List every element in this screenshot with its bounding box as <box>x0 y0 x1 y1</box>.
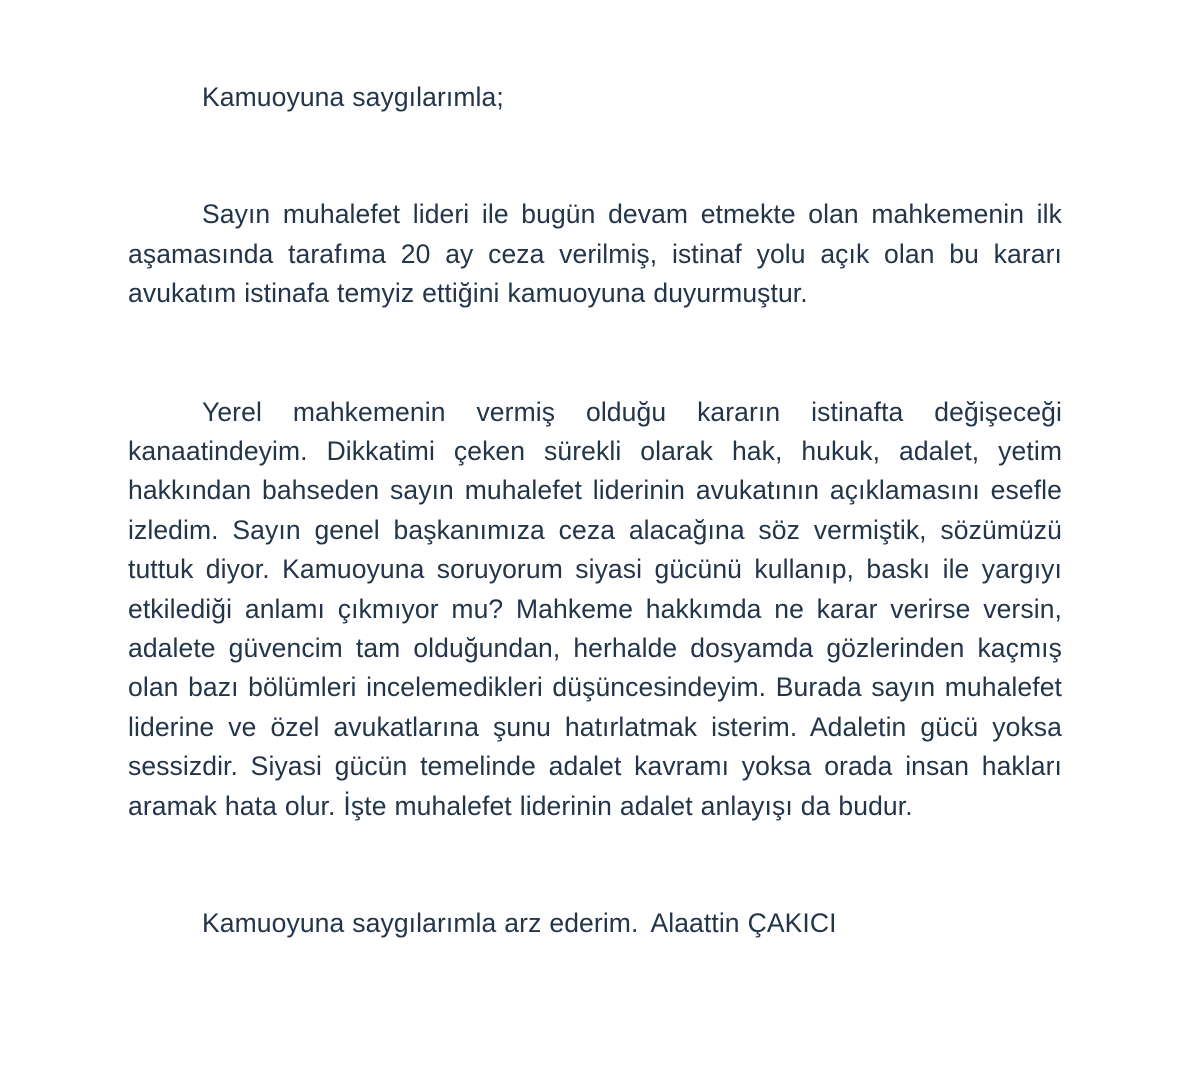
closing-line <box>128 904 1062 943</box>
greeting-line: Kamuoyuna saygılarımla; <box>202 82 504 112</box>
paragraph-1: Sayın muhalefet lideri ile bugün devam etmekte olan mahkemenin ilk aşamasında tarafıma 20 ay ceza verilmiş, istinaf yolu açık olan bu kararı avukatım istinafa temyiz ettiğini kamuoyuna duyurmuştur. <box>128 199 1062 309</box>
closing-text: Kamuoyuna saygılarımla arz ederim. <box>202 908 639 939</box>
spacer-after-paragraph-1 <box>128 314 1062 393</box>
document-body <box>128 78 1062 944</box>
paragraph-2: Yerel mahkemenin vermiş olduğu kararın istinafta değişeceği kanaatindeyim. Dikkatimi çeken sürekli olarak hak, hukuk, adalet, yetim hakkından bahseden sayın muhalefet liderinin avukatının açıklamasını esefle izledim. Sayın genel başkanımıza ceza alacağına söz vermiştik, sözümüzü tuttuk diyor. Kamuoyuna soruyorum siyasi gücünü kullanıp, baskı ile yargıyı etkilediği anlamı çıkmıyor mu? Mahkeme hakkımda ne karar verirse versin, adalete güvencim tam olduğundan, herhalde dosyamda gözlerinden kaçmış olan bazı bölümleri incelemedikleri düşüncesindeyim. Burada sayın muhalefet liderine ve özel avukatlarına şunu hatırlatmak isterim. Adaletin gücü yoksa sessizdir. Siyasi gücün temelinde adalet kavramı yoksa orada insan hakları aramak hata olur. İşte muhalefet liderinin adalet anlayışı da budur. <box>128 396 1062 821</box>
spacer-after-greeting <box>128 117 1062 195</box>
spacer-after-paragraph-2 <box>128 826 1062 904</box>
signature-name: Alaattin ÇAKICI <box>650 908 837 939</box>
